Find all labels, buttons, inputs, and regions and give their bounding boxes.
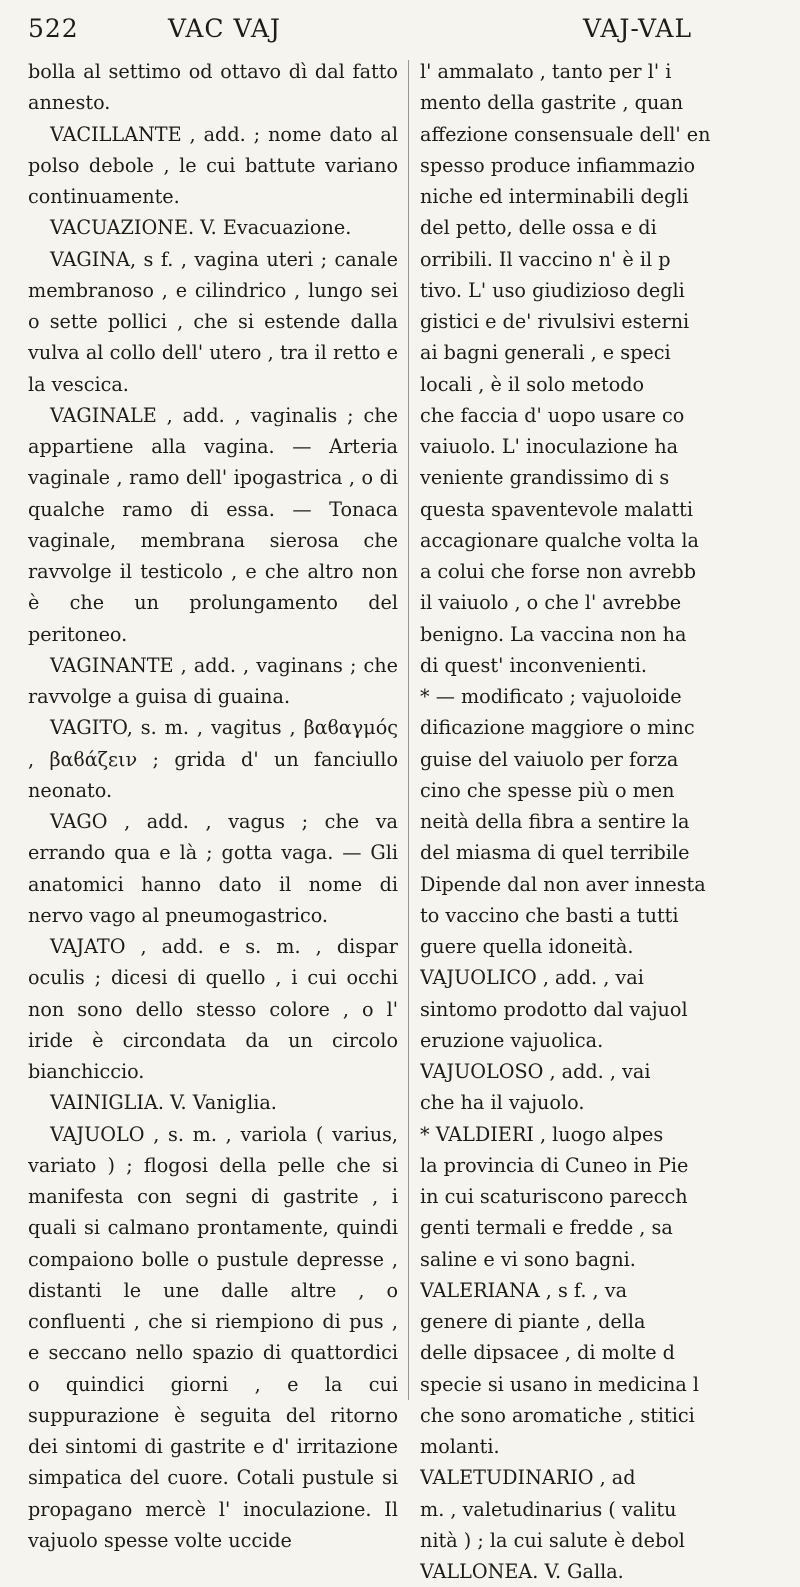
dictionary-entry: VAJUOLO , s. m. , variola ( varius, variato ) ; flogosi della pelle che si manifesta con segni di gastrite , i quali si calmano prontamente, quindi compaiono bolle o pustule depresse , distanti le une dalle altre , o confluenti , che si riempiono di pus , e seccano nello spazio di quattordici o quindici giorni , e la cui suppurazione è seguita del ritorno dei sintomi di gastrite e d' irritazione simpatica del cuore. Cotali pustule si propagano mercè l' inoculazione. Il vajuolo spesse volte uccide	[28, 1122, 398, 1552]
running-header	[28, 14, 800, 54]
text-line: benigno. La vaccina non ha	[420, 622, 687, 646]
dictionary-entry: VAINIGLIA. V. Vaniglia.	[50, 1091, 277, 1115]
text-line: guise del vaiuolo per forza	[420, 747, 679, 771]
text-line: cino che spesse più o men	[420, 778, 675, 802]
text-line: la provincia di Cuneo in Pie	[420, 1153, 689, 1177]
text-line: genti termali e fredde , sa	[420, 1216, 673, 1240]
left-column	[28, 56, 398, 1556]
page-number: 522	[28, 14, 79, 43]
text-line: in cui scaturiscono parecch	[420, 1185, 688, 1208]
text-line: accagionare qualche volta la	[420, 528, 699, 552]
dictionary-entry: VAGINA, s f. , vagina uteri ; canale membranoso , e cilindrico , lungo sei o sette pollici , che si estende dalla vulva al collo dell' utero , tra il retto e la vescica.	[28, 247, 398, 396]
text-line: * — modificato ; vajuoloide	[420, 685, 682, 708]
text-line: delle dipsacee , di molte d	[420, 1341, 675, 1365]
dictionary-entry: VAGO , add. , vagus ; che va errando qua e là ; gotta vaga. — Gli anatomici hanno dato il nome di nervo vago al pneumogastrico.	[28, 810, 398, 927]
text-line: neità della fibra a sentire la	[420, 810, 690, 833]
text-line: gistici e de' rivulsivi esterni	[420, 310, 690, 333]
text-line: m. , valetudinarius ( valitu	[420, 1497, 677, 1521]
dictionary-entry: VACUAZIONE. V. Evacuazione.	[50, 216, 352, 240]
text-line: sintomo prodotto dal vajuol	[420, 997, 688, 1021]
text-line: VALETUDINARIO , ad	[420, 1466, 636, 1490]
text-line: di quest' inconvenienti.	[420, 653, 647, 677]
text-line: VAJUOLICO , add. , vai	[420, 966, 644, 990]
text-line: VALERIANA , s f. , va	[420, 1278, 628, 1302]
dictionary-entry: VAGINALE , add. , vaginalis ; che appartiene alla vagina. — Arteria vaginale , ramo dell' ipogastrica , o di qualche ramo di essa. — Tonaca vaginale, membrana sierosa che ravvolge il testicolo , e che altro non è che un prolungamento del peritoneo.	[28, 403, 398, 646]
dictionary-entry: VAJATO , add. e s. m. , dispar oculis ; dicesi di quello , i cui occhi non sono dello stesso colore , o l' iride è circondata da un circolo bianchiccio.	[28, 935, 398, 1083]
dictionary-entry: VAGITO, s. m. , vagitus , βαϐαγμός , βαϐάζειν ; grida d' un fanciullo neonato.	[28, 716, 398, 802]
text-line: che faccia d' uopo usare co	[420, 403, 685, 427]
text-line: mento della gastrite , quan	[420, 91, 684, 115]
dictionary-entry: VACILLANTE , add. ; nome dato al polso debole , le cui battute variano continuamente.	[28, 122, 398, 208]
text-line: del petto, delle ossa e di	[420, 216, 657, 240]
right-running-head: VAJ-VAL	[583, 14, 693, 43]
text-line: dificazione maggiore o minc	[420, 716, 695, 740]
text-line: VALLONEA. V. Galla.	[420, 1560, 624, 1583]
text-line: che sono aromatiche , stitici	[420, 1403, 695, 1427]
text-line: orribili. Il vaccino n' è il p	[420, 247, 671, 271]
text-line: a colui che forse non avrebb	[420, 560, 696, 583]
text-line: saline e vi sono bagni.	[420, 1247, 636, 1271]
text-line: ai bagni generali , e speci	[420, 341, 671, 365]
text-line: affezione consensuale dell' en	[420, 122, 711, 146]
text-line: tivo. L' uso giudizioso degli	[420, 278, 685, 302]
text-line: nità ) ; la cui salute è debol	[420, 1528, 685, 1552]
text-line: veniente grandissimo di s	[420, 466, 670, 490]
text-line: specie si usano in medicina l	[420, 1372, 700, 1396]
column-divider	[408, 60, 409, 1400]
text-line: l' ammalato , tanto per l' i	[420, 60, 672, 83]
dictionary-entry: VAGINANTE , add. , vaginans ; che ravvolge a guisa di guaina.	[28, 653, 398, 708]
text-line: che ha il vajuolo.	[420, 1091, 585, 1115]
text-line: Dipende dal non aver innesta	[420, 872, 706, 896]
text-line: spesso produce infiammazio	[420, 153, 696, 177]
text-line: del miasma di quel terribile	[420, 841, 690, 865]
text-line: locali , è il solo metodo	[420, 372, 645, 396]
text-line: vaiuolo. L' inoculazione ha	[420, 435, 679, 458]
text-line: to vaccino che basti a tutti	[420, 903, 679, 927]
text-line: il vaiuolo , o che l' avrebbe	[420, 591, 682, 615]
left-running-head: VAC VAJ	[168, 14, 281, 43]
text-line: * VALDIERI , luogo alpes	[420, 1122, 664, 1146]
right-column	[420, 56, 800, 1587]
dictionary-entry: bolla al settimo od ottavo dì dal fatto annesto.	[28, 60, 398, 115]
text-line: genere di piante , della	[420, 1310, 646, 1333]
text-line: eruzione vajuolica.	[420, 1028, 604, 1052]
text-line: niche ed interminabili degli	[420, 185, 689, 208]
text-line: guere quella idoneità.	[420, 935, 634, 958]
text-line: molanti.	[420, 1435, 500, 1458]
text-line: questa spaventevole malatti	[420, 497, 694, 521]
text-line: VAJUOLOSO , add. , vai	[420, 1060, 651, 1083]
